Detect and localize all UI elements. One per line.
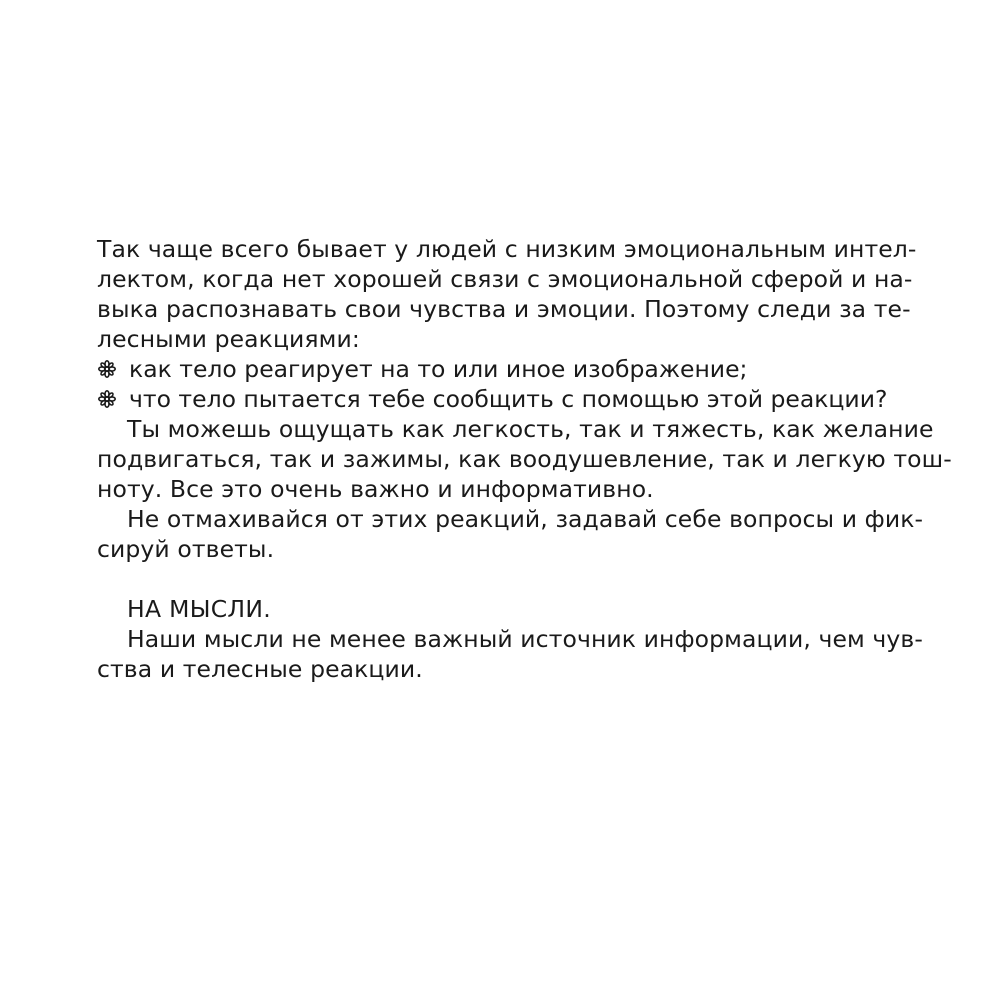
section-thoughts: [97, 594, 923, 684]
paragraph-body-sensations: [97, 414, 952, 504]
page-text: [97, 234, 952, 684]
text-line: Ты можешь ощущать как легкость, так и тяжесть, как желание: [127, 415, 934, 443]
text-line: ноту. Все это очень важно и информативно.: [97, 475, 654, 503]
list-item: [97, 384, 907, 414]
list-item: [97, 354, 907, 384]
bullet-list: [97, 354, 907, 414]
ornament-bullet-icon: [97, 359, 117, 379]
text-line: Так чаще всего бывает у людей с низким эмоциональным интел-: [97, 235, 917, 263]
section-heading: НА МЫСЛИ.: [127, 595, 272, 623]
list-item-text: как тело реагирует на то или иное изображение;: [129, 355, 748, 383]
text-line: Не отмахивайся от этих реакций, задавай себе вопросы и фик-: [127, 505, 924, 533]
text-line: лесными реакциями:: [97, 325, 360, 353]
list-item-text: что тело пытается тебе сообщить с помощью этой реакции?: [129, 385, 888, 413]
ornament-bullet-icon: [97, 389, 117, 409]
text-line: выка распознавать свои чувства и эмоции. Поэтому следи за те-: [97, 295, 911, 323]
paragraph-dont-dismiss: [97, 504, 924, 564]
paragraph-emotional-intelligence: [97, 234, 917, 354]
text-line: сируй ответы.: [97, 535, 275, 563]
text-line: лектом, когда нет хорошей связи с эмоциональной сферой и на-: [97, 265, 913, 293]
text-line: ства и телесные реакции.: [97, 655, 423, 683]
text-line: подвигаться, так и зажимы, как воодушевление, так и легкую тош-: [97, 445, 952, 473]
text-line: Наши мысли не менее важный источник информации, чем чув-: [127, 625, 923, 653]
